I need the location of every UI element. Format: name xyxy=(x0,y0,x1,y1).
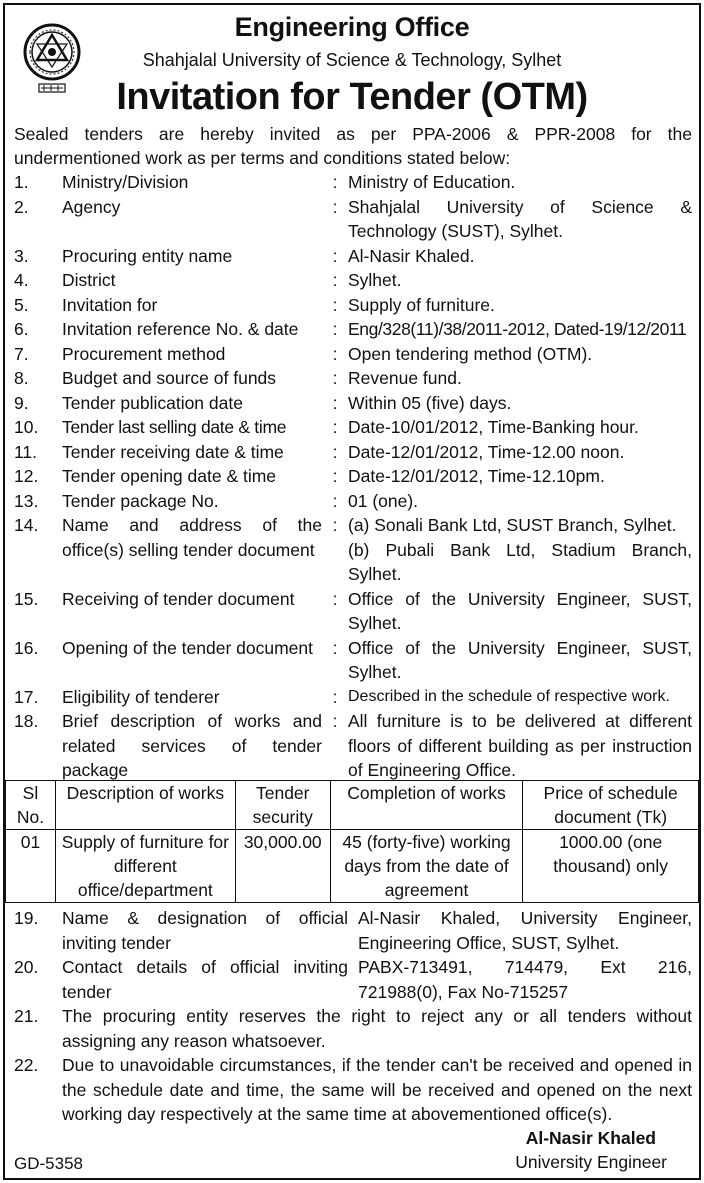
tender-details-list-continued xyxy=(14,906,692,1127)
table-row xyxy=(6,830,699,903)
intro-paragraph xyxy=(14,122,692,170)
notice-title: Invitation for Tender (OTM) xyxy=(116,76,588,118)
col-header: Tender security xyxy=(235,781,330,830)
list-item: 1. Ministry/Division : Ministry of Education. xyxy=(14,172,516,192)
list-item: 7. Procurement method : Open tendering method (OTM). xyxy=(14,343,593,364)
col-header: Completion of works xyxy=(330,781,523,830)
tender-details-list xyxy=(14,170,692,783)
list-item: 22. Due to unavoidable circumstances, if the tender can't be received and opened in the schedule date and time, the same will be received and opened on the next working day respectively at the same time at abovementioned office(s). xyxy=(14,1055,692,1124)
list-item: 17. Eligibility of tenderer : Described in the schedule of respective work. xyxy=(14,686,670,707)
intro-line-2: undermentioned work as per terms and conditions stated below: xyxy=(14,148,511,168)
table-cell: 45 (forty-five) working days from the date of agreement xyxy=(330,830,523,903)
table-cell: 1000.00 (one thousand) only xyxy=(523,830,699,903)
table-cell: Supply of furniture for different office/department xyxy=(55,830,235,903)
list-item: 9. Tender publication date : Within 05 (five) days. xyxy=(14,392,512,413)
list-item: 15. Receiving of tender document : Office of the University Engineer, SUST, Sylhet. xyxy=(14,588,692,633)
list-item: 16. Opening of the tender document : Office of the University Engineer, SUST, Sylhet. xyxy=(14,637,692,682)
gd-number: GD-5358 xyxy=(14,1154,83,1173)
intro-line-1: Sealed tenders are hereby invited as per PPA-2006 & PPR-2008 for the xyxy=(14,124,692,144)
list-item: 4. District : Sylhet. xyxy=(14,270,402,290)
table-header-row xyxy=(6,781,699,830)
office-heading: Engineering Office xyxy=(234,12,470,42)
list-item: 2. Agency : Shahjalal University of Science & Technology (SUST), Sylhet. xyxy=(14,196,692,241)
list-item: 21. The procuring entity reserves the right to reject any or all tenders without assigning any reason whatsoever. xyxy=(14,1006,692,1051)
table-cell: 30,000.00 xyxy=(235,830,330,903)
list-item: 13. Tender package No. : 01 (one). xyxy=(14,490,419,511)
list-item: 6. Invitation reference No. & date : Eng/328(11)/38/2011-2012, Dated-19/12/2011 xyxy=(14,319,687,339)
col-header: Sl No. xyxy=(6,781,56,830)
list-item: 18. Brief description of works and related services of tender package : All furniture is to be delivered at different floors of different building as per instruction of Engineering Office. xyxy=(14,711,692,780)
list-item: 3. Procuring entity name : Al-Nasir Khaled. xyxy=(14,245,475,266)
list-item: 10. Tender last selling date & time : Date-10/01/2012, Time-Banking hour. xyxy=(14,417,639,437)
signatory-name: Al-Nasir Khaled xyxy=(525,1128,656,1148)
list-item: 19. Name & designation of official inviting tender Al-Nasir Khaled, University Engineer, Engineering Office, SUST, Sylhet. xyxy=(14,908,692,953)
list-item: 11. Tender receiving date & time : Date-12/01/2012, Time-12.00 noon. xyxy=(14,441,625,462)
table-cell: 01 xyxy=(6,830,56,903)
signatory-title: University Engineer xyxy=(515,1152,667,1172)
list-item: 8. Budget and source of funds : Revenue fund. xyxy=(14,368,462,388)
list-item: 14. Name and address of the office(s) selling tender document : (a) Sonali Bank Ltd, SUST Branch, Sylhet. (b) Pubali Bank Ltd, Stadium Branch, Sylhet. xyxy=(14,515,692,584)
university-name: Shahjalal University of Science & Technology, Sylhet xyxy=(142,50,562,70)
list-item: 20. Contact details of official inviting tender PABX-713491, 714479, Ext 216, 721988(0), Fax No-715257 xyxy=(14,957,692,1002)
list-item: 12. Tender opening date & time : Date-12/01/2012, Time-12.10pm. xyxy=(14,466,605,486)
col-header: Price of schedule document (Tk) xyxy=(523,781,699,830)
tender-schedule-table xyxy=(5,780,699,903)
col-header: Description of works xyxy=(55,781,235,830)
list-item: 5. Invitation for : Supply of furniture. xyxy=(14,294,495,315)
